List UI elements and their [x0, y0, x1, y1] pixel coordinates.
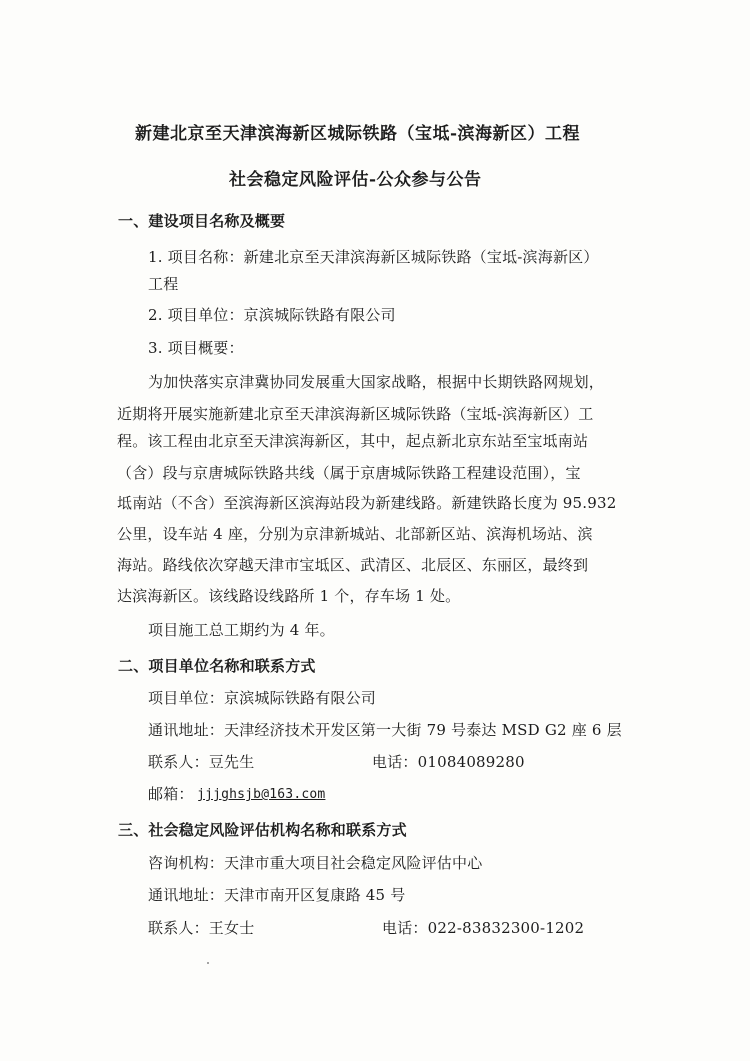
contact-email-label: 邮箱：	[148, 785, 194, 803]
agency-address: 通讯地址：天津市南开区复康路 45 号	[148, 886, 406, 904]
section-3-heading: 三、社会稳定风险评估机构名称和联系方式	[118, 821, 407, 839]
overview-line: 海站。路线依次穿越天津市宝坻区、武清区、北辰区、东丽区，最终到	[117, 556, 589, 574]
overview-line: 公里，设车站 4 座，分别为京津新城站、北部新区站、滨海机场站、滨	[117, 525, 593, 543]
construction-duration: 项目施工总工期约为 4 年。	[148, 621, 335, 639]
title-line-1: 新建北京至天津滨海新区城际铁路（宝坻-滨海新区）工程	[135, 124, 581, 144]
section-2-heading: 二、项目单位名称和联系方式	[118, 657, 316, 675]
agency-phone: 电话：022-83832300-1202	[382, 919, 585, 937]
overview-line: （含）段与京唐城际铁路共线（属于京唐城际铁路工程建设范围），宝	[117, 464, 581, 482]
contact-email-link[interactable]: jjjghsjb@163.com	[197, 787, 326, 802]
contact-phone: 电话：01084089280	[372, 753, 525, 771]
project-unit: 2. 项目单位：京滨城际铁路有限公司	[148, 306, 396, 324]
overview-line: 达滨海新区。该线路设线路所 1 个，存车场 1 处。	[117, 587, 461, 605]
overview-line: 为加快落实京津冀协同发展重大国家战略，根据中长期铁路网规划，	[148, 373, 605, 391]
overview-line: 近期将开展实施新建北京至天津滨海新区城际铁路（宝坻-滨海新区）工	[117, 405, 594, 423]
agency-name: 咨询机构：天津市重大项目社会稳定风险评估中心	[148, 854, 483, 872]
contact-person: 联系人：豆先生	[148, 753, 255, 771]
scan-speck	[207, 962, 209, 964]
project-name-line-2: 工程	[148, 275, 179, 293]
overview-line: 坻南站（不含）至滨海新区滨海站段为新建线路。新建铁路长度为 95.932	[117, 494, 617, 512]
title-line-2: 社会稳定风险评估-公众参与公告	[229, 170, 482, 190]
contact-unit: 项目单位：京滨城际铁路有限公司	[148, 689, 377, 707]
agency-contact-person: 联系人：王女士	[148, 919, 255, 937]
section-1-heading: 一、建设项目名称及概要	[118, 212, 286, 230]
project-overview-label: 3. 项目概要：	[148, 339, 244, 357]
project-name-line-1: 1. 项目名称：新建北京至天津滨海新区城际铁路（宝坻-滨海新区）	[148, 248, 599, 266]
contact-address: 通讯地址：天津经济技术开发区第一大街 79 号泰达 MSD G2 座 6 层	[148, 721, 622, 739]
overview-line: 程。该工程由北京至天津滨海新区，其中，起点新北京东站至宝坻南站	[117, 432, 589, 450]
